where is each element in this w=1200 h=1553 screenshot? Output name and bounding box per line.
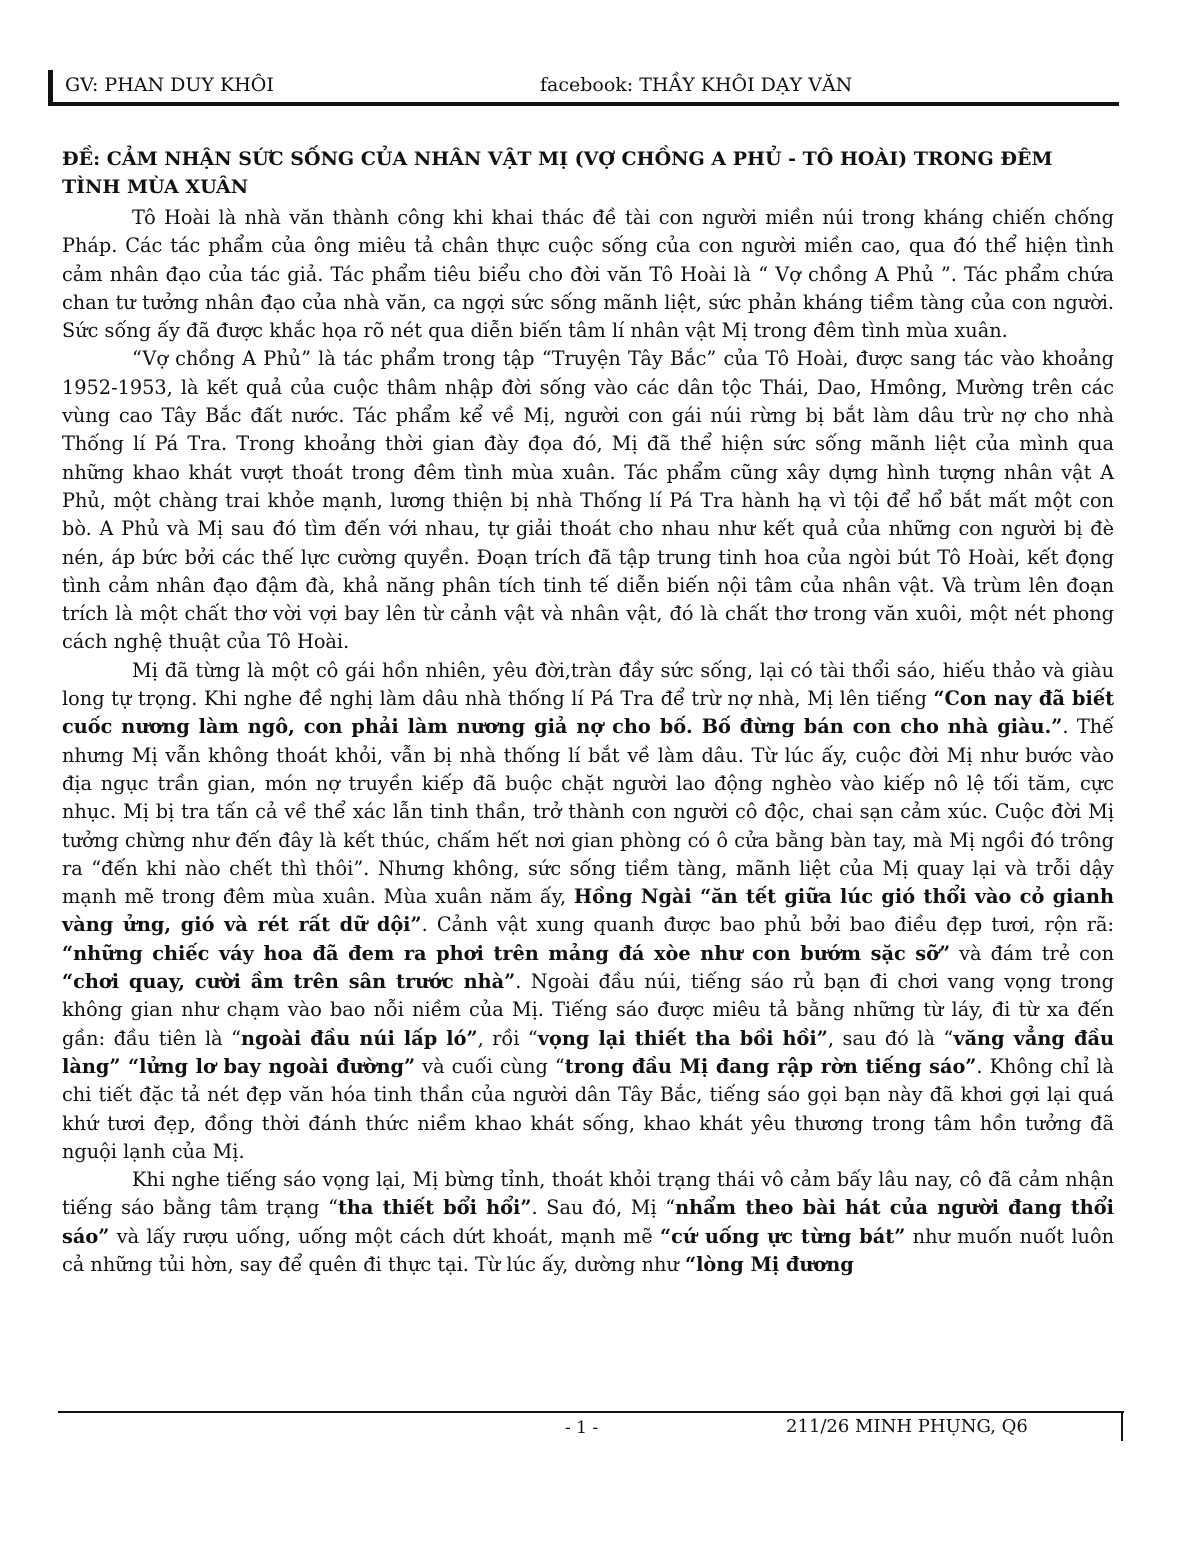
text-run: . Không chỉ là chi tiết đặc tả nét đẹp văn hóa tinh thần của người dân Tây Bắc, tiếng sáo gọi bạn này đã khơi gợi lại quá khứ tươi đẹp, đồng thời đánh thức niềm khao khát sống, khao khát yêu thương trong tâm hồn tưởng đã nguội lạnh của Mị. bbox=[62, 1054, 1114, 1163]
text-run: Mị đã từng là một cô gái hồn nhiên, yêu đời,tràn đầy sức sống, lại có tài thổi sáo, hiếu thảo và giàu long tự trọng. Khi nghe đề nghị làm dâu nhà thống lí Pá Tra để trừ nợ nhà, Mị lên tiếng bbox=[62, 658, 1114, 711]
text-run: và cuối cùng “ bbox=[415, 1054, 565, 1078]
essay-body bbox=[62, 204, 1114, 1279]
header-teacher-name: GV: PHAN DUY KHÔI bbox=[65, 74, 274, 96]
paragraph bbox=[62, 657, 1114, 1166]
bold-quote: ngoài đầu núi lấp ló” bbox=[241, 1026, 478, 1050]
bold-quote: tha thiết bổi hổi” bbox=[337, 1196, 532, 1220]
text-run: Tô Hoài là nhà văn thành công khi khai thác đề tài con người miền núi trong kháng chiến chống Pháp. Các tác phẩm của ông miêu tả chân thực cuộc sống của con người miền cao, qua đó thể hiện tình cảm nhân đạo của tác giả. Tác phẩm tiêu biểu cho đời văn Tô Hoài là “ Vợ chồng A Phủ ”. Tác phẩm chứa chan tư tưởng nhân đạo của nhà văn, ca ngợi sức sống mãnh liệt, sức phản kháng tiềm tàng của con người. Sức sống ấy đã được khắc họa rõ nét qua diễn biến tâm lí nhân vật Mị trong đêm tình mùa xuân. bbox=[62, 206, 1114, 343]
footer-rule bbox=[58, 1411, 1124, 1413]
header-facebook: facebook: THẦY KHÔI DẠY VĂN bbox=[540, 74, 853, 96]
bold-quote: “chơi quay, cười ầm trên sân trước nhà” bbox=[62, 970, 516, 994]
footer-rule-tick bbox=[1121, 1411, 1123, 1441]
text-run: . Thế nhưng Mị vẫn không thoát khỏi, vẫn bị nhà thống lí bắt về làm dâu. Từ lúc ấy, cuộc đời Mị như bước vào địa ngục trần gian, món nợ truyền kiếp đã buộc chặt người lao động nghèo vào kiếp nô lệ tối tăm, cực nhục. Mị bị tra tấn cả về thể xác lẫn tinh thần, trở thành con người cô độc, chai sạn cảm xúc. Cuộc đời Mị tưởng chừng như đến đây là kết thúc, chấm hết nơi gian phòng có ô cửa bằng bàn tay, mà Mị ngồi đó trông ra “đến khi nào chết thì thôi”. Nhưng không, sức sống tiềm tàng, mãnh liệt của Mị quay lại và trỗi dậy mạnh mẽ trong đêm mùa xuân. Mùa xuân năm ấy, bbox=[62, 715, 1114, 909]
bold-quote: “lòng Mị đương bbox=[684, 1252, 854, 1276]
bold-quote: văng vẳng đầu làng” “lửng lơ bay ngoài đường” bbox=[62, 1026, 1114, 1078]
bold-quote: “cứ uống ực từng bát” bbox=[660, 1224, 906, 1248]
bold-quote: Hồng Ngài “ăn tết giữa lúc gió thổi vào cỏ gianh vàng ửng, gió và rét rất dữ dội” bbox=[62, 885, 1114, 937]
text-run: “Vợ chồng A Phủ” là tác phẩm trong tập “Truyện Tây Bắc” của Tô Hoài, được sang tác vào khoảng 1952-1953, là kết quả của cuộc thâm nhập đời sống vào các dân tộc Thái, Dao, Hmông, Mường trên các vùng cao Tây Bắc đất nước. Tác phẩm kể về Mị, người con gái núi rừng bị bắt làm dâu trừ nợ cho nhà Thống lí Pá Tra. Trong khoảng thời gian đày đọa đó, Mị đã thể hiện sức sống mãnh liệt của mình qua những khao khát vượt thoát trong đêm tình mùa xuân. Tác phẩm cũng xây dựng hình tượng nhân vật A Phủ, một chàng trai khỏe mạnh, lương thiện bị nhà Thống lí Pá Tra hành hạ vì tội để hổ bắt mất một con bò. A Phủ và Mị sau đó tìm đến với nhau, tự giải thoát cho nhau như kết quả của những con người bị đè nén, áp bức bởi các thế lực cường quyền. Đoạn trích đã tập trung tinh hoa của ngòi bút Tô Hoài, kết đọng tình cảm nhân đạo đậm đà, khả năng phân tích tinh tế diễn biến nội tâm của nhân vật. Và trùm lên đoạn trích là một chất thơ vời vợi bay lên từ cảnh vật và nhân vật, đó là chất thơ trong văn xuôi, một nét phong cách nghệ thuật của Tô Hoài. bbox=[62, 347, 1114, 654]
text-run: . Cảnh vật xung quanh được bao phủ bởi bao điều đẹp tươi, rộn rã: bbox=[421, 913, 1115, 937]
text-run: và lấy rượu uống, uống một cách dứt khoát, mạnh mẽ bbox=[109, 1224, 661, 1248]
paragraph bbox=[62, 345, 1114, 656]
text-run: . Sau đó, Mị “ bbox=[531, 1196, 676, 1220]
bold-quote: “những chiếc váy hoa đã đem ra phơi trên mảng đá xòe như con bướm sặc sỡ” bbox=[62, 941, 951, 965]
text-run: , sau đó là “ bbox=[827, 1026, 954, 1050]
paragraph bbox=[62, 204, 1114, 345]
paragraph bbox=[62, 1166, 1114, 1279]
text-run: như muốn nuốt luôn cả những tủi hờn, say để quên đi thực tại. Từ lúc ấy, dường như bbox=[62, 1224, 1114, 1276]
bold-quote: “Con nay đã biết cuốc nương làm ngô, con phải làm nương giả nợ cho bố. Bố đừng bán con cho nhà giàu.” bbox=[62, 687, 1114, 739]
text-run: . Ngoài đầu núi, tiếng sáo rủ bạn đi chơi vang vọng trong không gian như chạm vào bao nỗi niềm của Mị. Tiếng sáo được miêu tả bằng những từ láy, đi từ xa đến gần: đầu tiên là “ bbox=[62, 970, 1115, 1050]
text-run: và đám trẻ con bbox=[950, 941, 1114, 965]
essay-title: ĐỀ: CẢM NHẬN SỨC SỐNG CỦA NHÂN VẬT MỊ (VỢ CHỒNG A PHỦ - TÔ HOÀI) TRONG ĐÊM TÌNH MÙA XUÂN bbox=[62, 148, 1053, 198]
footer-address: 211/26 MINH PHỤNG, Q6 bbox=[786, 1416, 1028, 1437]
bold-quote: vọng lại thiết tha bồi hồi” bbox=[537, 1026, 828, 1050]
text-run: Khi nghe tiếng sáo vọng lại, Mị bừng tỉnh, thoát khỏi trạng thái vô cảm bấy lâu nay, cô đã cảm nhận tiếng sáo bằng tâm trạng “ bbox=[62, 1168, 1114, 1220]
bold-quote: trong đầu Mị đang rập rờn tiếng sáo” bbox=[564, 1054, 977, 1078]
bold-quote: nhẩm theo bài hát của người đang thổi sáo” bbox=[62, 1196, 1114, 1248]
text-run: , rồi “ bbox=[477, 1026, 538, 1050]
page-number: - 1 - bbox=[565, 1418, 599, 1438]
page-header bbox=[48, 70, 1119, 106]
